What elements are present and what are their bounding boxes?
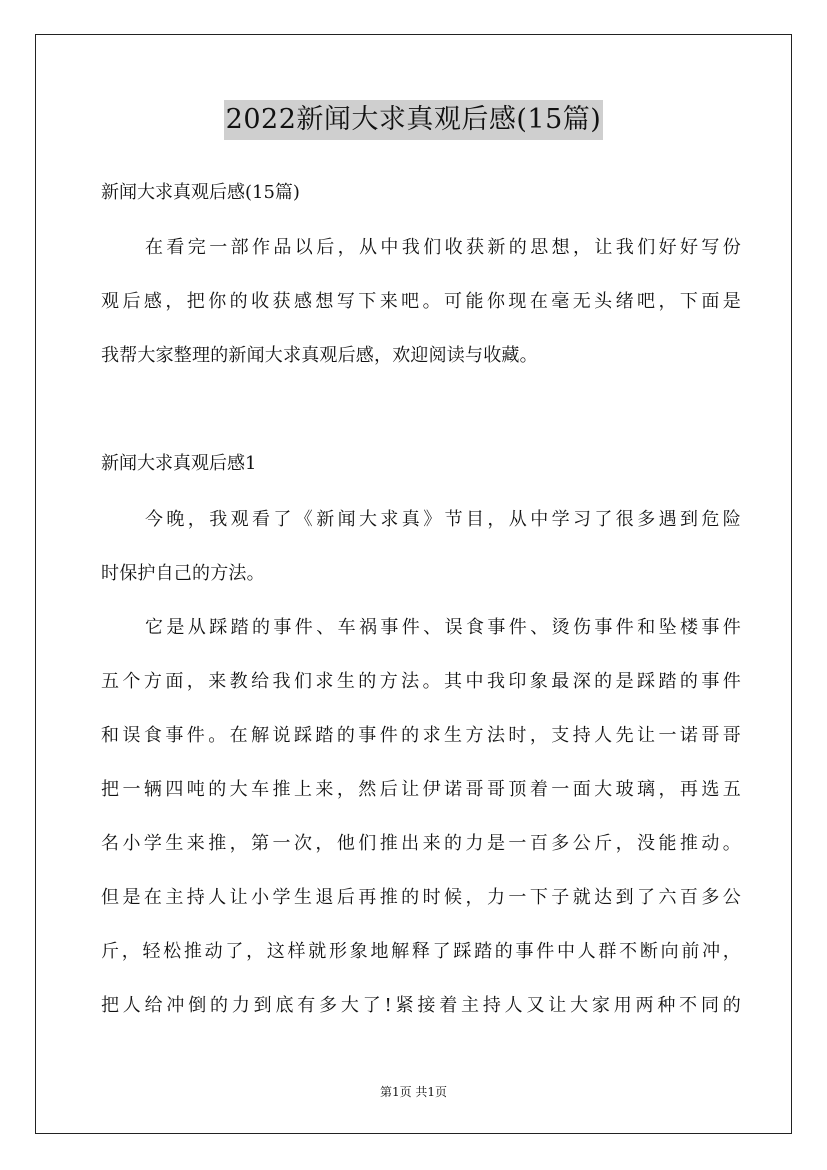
paragraph-line: 五个方面，来教给我们求生的方法。其中我印象最深的是踩踏的事件 (101, 671, 741, 692)
paragraph-line: 斤，轻松推动了，这样就形象地解释了踩踏的事件中人群不断向前冲， (101, 941, 741, 962)
paragraph-line: 时保护自己的方法。 (101, 563, 265, 584)
document-subtitle: 新闻大求真观后感(15篇) (101, 182, 300, 203)
paragraph-line: 把一辆四吨的大车推上来，然后让伊诺哥哥顶着一面大玻璃，再选五 (101, 779, 741, 800)
intro-line: 我帮大家整理的新闻大求真观后感，欢迎阅读与收藏。 (101, 345, 538, 366)
document-title: 2022新闻大求真观后感(15篇) (224, 100, 604, 140)
paragraph-line: 把人给冲倒的力到底有多大了!紧接着主持人又让大家用两种不同的 (101, 995, 741, 1016)
section-heading: 新闻大求真观后感1 (101, 453, 257, 474)
paragraph-line: 今晚，我观看了《新闻大求真》节目，从中学习了很多遇到危险 (145, 509, 741, 530)
paragraph-line: 和误食事件。在解说踩踏的事件的求生方法时，支持人先让一诺哥哥 (101, 725, 741, 746)
page-footer: 第1页 共1页 (379, 1085, 448, 1099)
paragraph-line: 名小学生来推，第一次，他们推出来的力是一百多公斤，没能推动。 (101, 833, 741, 854)
paragraph-line: 它是从踩踏的事件、车祸事件、误食事件、烫伤事件和坠楼事件 (145, 617, 741, 638)
intro-line: 在看完一部作品以后，从中我们收获新的思想，让我们好好写份 (145, 237, 741, 258)
paragraph-line: 但是在主持人让小学生退后再推的时候，力一下子就达到了六百多公 (101, 887, 741, 908)
title-container (0, 100, 827, 140)
intro-line: 观后感，把你的收获感想写下来吧。可能你现在毫无头绪吧，下面是 (101, 291, 741, 312)
